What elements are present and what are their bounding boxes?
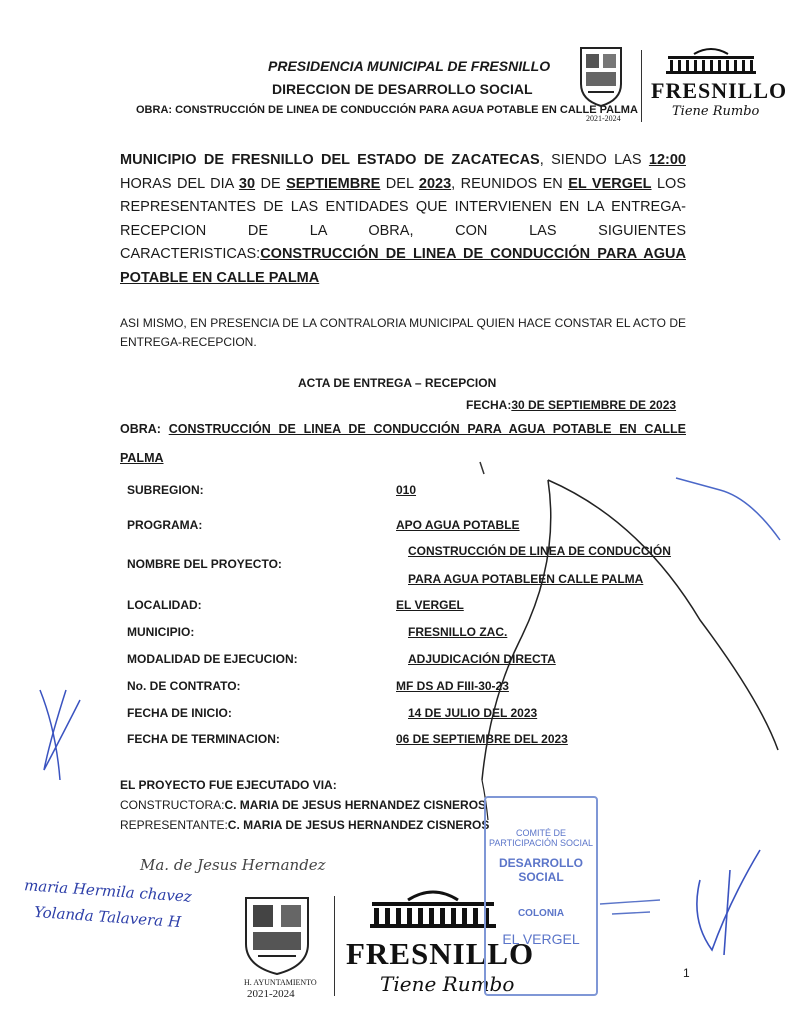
- footer-seal-label: H. AYUNTAMIENTO: [244, 978, 317, 987]
- representante-label: REPRESENTANTE:: [120, 818, 228, 832]
- subregion-value: 010: [396, 483, 417, 497]
- footer-logo-text: FRESNILLO: [346, 936, 535, 971]
- proyecto-value-line2: PARA AGUA POTABLEEN CALLE PALMA: [408, 572, 644, 586]
- header-seal-years: 2021-2024: [586, 114, 621, 123]
- intro-text: DE: [255, 175, 287, 192]
- intro-paragraph: [120, 149, 686, 290]
- representante-line: [120, 818, 489, 832]
- page-number: 1: [683, 966, 690, 980]
- contraloria-paragraph: ASI MISMO, EN PRESENCIA DE LA CONTRALORIA MUNICIPAL QUIEN HACE CONSTAR EL ACTO DE ENTREGA-RECEPCION.: [120, 316, 686, 349]
- acta-date-value: 30 DE SEPTIEMBRE DE 2023: [511, 398, 677, 412]
- modalidad-value: ADJUDICACIÓN DIRECTA: [408, 652, 556, 666]
- header-obra-line: OBRA: CONSTRUCCIÓN DE LINEA DE CONDUCCIÓN PARA AGUA POTABLE EN CALLE PALMA: [136, 104, 638, 116]
- intro-text: , SIENDO LAS: [539, 152, 649, 168]
- intro-project: CONSTRUCCIÓN DE LINEA DE CONDUCCIÓN PARA AGUA POTABLE EN CALLE PALMA: [120, 246, 686, 286]
- modalidad-label: MODALIDAD DE EJECUCION:: [127, 652, 298, 666]
- acta-date-label: FECHA:: [466, 398, 512, 412]
- constructora-line: [120, 798, 486, 812]
- acta-obra-label: OBRA:: [120, 422, 161, 436]
- proyecto-label: NOMBRE DEL PROYECTO:: [127, 557, 282, 571]
- intro-month: SEPTIEMBRE: [286, 175, 381, 192]
- contrato-label: No. DE CONTRATO:: [127, 679, 241, 693]
- contrato-value: MF DS AD FIII-30-23: [396, 679, 509, 693]
- header-divider: [641, 50, 642, 122]
- constructora-label: CONSTRUCTORA:: [120, 798, 225, 812]
- acta-date: [466, 398, 676, 412]
- stamp-committee: COMITÉ DE PARTICIPACIÓN SOCIAL: [488, 828, 594, 848]
- header-subtitle: DIRECCION DE DESARROLLO SOCIAL: [272, 81, 533, 97]
- localidad-label: LOCALIDAD:: [127, 598, 202, 612]
- intro-text: HORAS DEL DIA: [120, 175, 239, 192]
- inicio-label: FECHA DE INICIO:: [127, 706, 232, 720]
- footer-seal-years: 2021-2024: [247, 988, 295, 1000]
- handwritten-name-2: maria Hermila chavez: [23, 876, 193, 906]
- intro-year: 2023: [418, 175, 452, 192]
- intro-text: DEL: [380, 175, 419, 192]
- terminacion-label: FECHA DE TERMINACION:: [127, 732, 280, 746]
- municipio-label: MUNICIPIO:: [127, 625, 195, 639]
- acta-title: ACTA DE ENTREGA – RECEPCION: [298, 376, 497, 390]
- arches-building-icon: [664, 44, 758, 79]
- proyecto-value-line1: CONSTRUCCIÓN DE LINEA DE CONDUCCIÓN: [408, 544, 671, 558]
- stamp-colonia-value: EL VERGEL: [502, 931, 580, 947]
- stamp-colonia-label: COLONIA: [517, 908, 565, 919]
- programa-value: APO AGUA POTABLE: [396, 518, 520, 532]
- acta-obra-value: CONSTRUCCIÓN DE LINEA DE CONDUCCIÓN PARA AGUA POTABLE EN CALLE PALMA: [120, 422, 686, 465]
- inicio-value: 14 DE JULIO DEL 2023: [408, 706, 538, 720]
- handwritten-name-3: Yolanda Talavera H: [33, 902, 182, 932]
- programa-label: PROGRAMA:: [127, 518, 203, 532]
- subregion-label: SUBREGION:: [127, 483, 204, 497]
- intro-place: EL VERGEL: [568, 175, 652, 192]
- localidad-value: EL VERGEL: [396, 598, 464, 612]
- municipal-seal-icon: [576, 44, 626, 108]
- acta-obra: [120, 415, 686, 473]
- header-title: PRESIDENCIA MUNICIPAL DE FRESNILLO: [268, 58, 551, 74]
- footer-arches-building-icon: [368, 884, 498, 935]
- constructora-value: C. MARIA DE JESUS HERNANDEZ CISNEROS: [224, 798, 487, 812]
- stamp-department: DESARROLLO SOCIAL: [499, 856, 583, 884]
- footer-seal-icon: [240, 892, 314, 976]
- footer-logo-tagline: Tiene Rumbo: [380, 972, 515, 996]
- intro-text: LOS REPRESENTANTES DE LAS ENTIDADES QUE INTERVIENEN EN LA ENTREGA-RECEPCION DE LA OBRA, CON LAS SIGUIENTES CARACTERISTICAS:: [120, 175, 686, 262]
- intro-text: , REUNIDOS EN: [451, 175, 569, 192]
- intro-day: 30: [238, 175, 256, 192]
- intro-municipality: MUNICIPIO DE FRESNILLO DEL ESTADO DE ZACATECAS: [120, 152, 540, 168]
- footer-divider: [334, 896, 335, 996]
- execution-heading: EL PROYECTO FUE EJECUTADO VIA:: [120, 778, 337, 792]
- header-logo-tagline: Tiene Rumbo: [672, 104, 760, 119]
- municipio-value: FRESNILLO ZAC.: [408, 625, 508, 639]
- handwritten-name-1: Ma. de Jesus Hernandez: [140, 856, 326, 874]
- header-logo-text: FRESNILLO: [651, 78, 788, 103]
- intro-time: 12:00: [648, 152, 686, 168]
- terminacion-value: 06 DE SEPTIEMBRE DEL 2023: [396, 732, 568, 746]
- committee-stamp: [484, 796, 598, 996]
- representante-value: C. MARIA DE JESUS HERNANDEZ CISNEROS: [227, 818, 490, 832]
